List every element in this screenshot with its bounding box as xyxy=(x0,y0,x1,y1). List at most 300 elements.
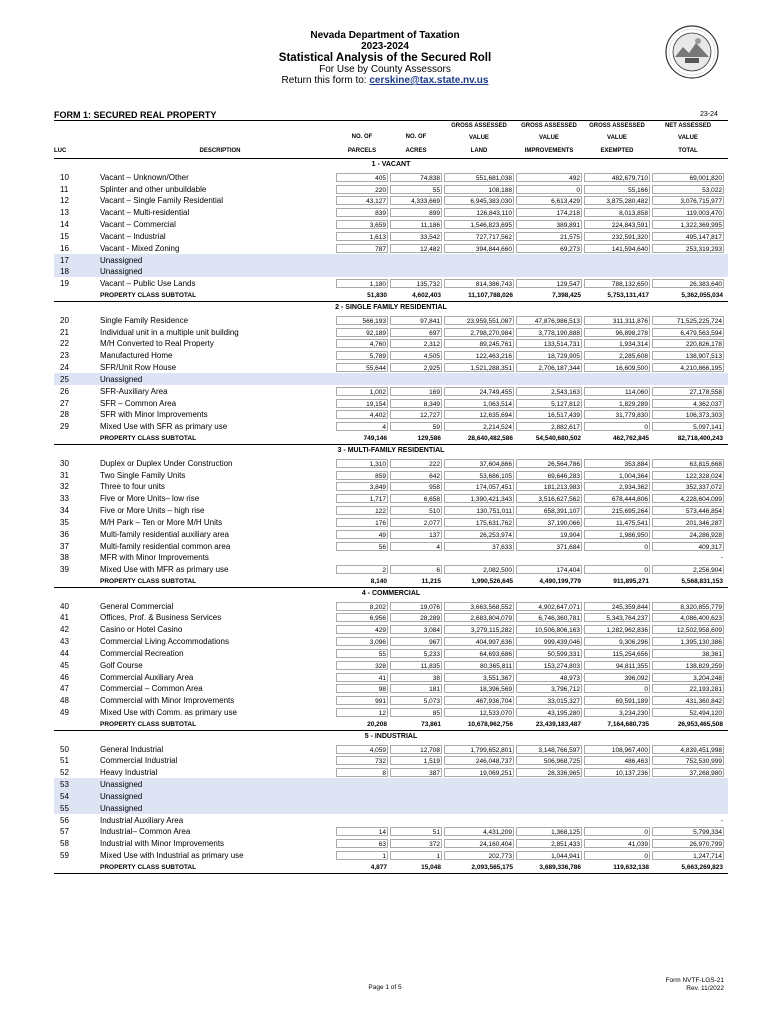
land-value-cell[interactable]: 89,245,761 xyxy=(444,339,514,348)
net-total-cell[interactable]: 253,319,293 xyxy=(652,244,724,253)
parcels-cell[interactable]: 8 xyxy=(336,768,388,777)
luc-code: 46 xyxy=(60,672,69,682)
exempted-value-cell[interactable]: 0 xyxy=(584,565,650,574)
parcels-cell[interactable]: 55 xyxy=(336,649,388,658)
exempted-value-cell: 119,632,138 xyxy=(613,863,649,871)
net-total-cell[interactable]: 53,022 xyxy=(652,185,724,194)
parcels-cell[interactable]: 859 xyxy=(336,471,388,480)
parcels-cell[interactable]: 2 xyxy=(336,565,388,574)
net-total-cell[interactable]: 1,395,130,386 xyxy=(652,637,724,646)
improvements-value-cell[interactable]: 371,684 xyxy=(516,542,582,551)
net-total-cell[interactable]: 409,317 xyxy=(652,542,724,551)
exempted-value-cell[interactable]: 1,282,962,836 xyxy=(584,625,650,634)
luc-code: 24 xyxy=(60,363,69,373)
luc-code: 34 xyxy=(60,506,69,516)
land-value-cell[interactable]: 122,463,216 xyxy=(444,351,514,360)
improvements-value-cell[interactable]: 3,796,712 xyxy=(516,684,582,693)
exempted-value-cell[interactable]: 96,898,278 xyxy=(584,328,650,337)
exempted-value-cell[interactable]: 108,967,400 xyxy=(584,745,650,754)
subtotal-row xyxy=(54,861,728,874)
net-total-cell[interactable]: 38,361 xyxy=(652,649,724,658)
acres-cell[interactable]: 1,519 xyxy=(390,756,442,765)
parcels-cell[interactable]: 1 xyxy=(336,851,388,860)
net-total-cell: 5,362,055,034 xyxy=(681,292,723,300)
acres-cell[interactable]: 12,727 xyxy=(390,410,442,419)
improvements-value-cell[interactable]: 492 xyxy=(516,173,582,182)
improvements-value-cell[interactable]: 174,404 xyxy=(516,565,582,574)
exempted-value-cell[interactable]: 115,254,656 xyxy=(584,649,650,658)
land-value-cell[interactable]: 23,959,551,087 xyxy=(444,316,514,325)
land-value-cell[interactable]: 174,057,451 xyxy=(444,482,514,491)
acres-cell[interactable]: 33,542 xyxy=(390,232,442,241)
email-link[interactable]: cerskine@tax.state.nv.us xyxy=(369,75,489,86)
parcels-cell[interactable]: 328 xyxy=(336,661,388,670)
land-value-cell[interactable]: 246,048,737 xyxy=(444,756,514,765)
net-total-cell[interactable]: 573,446,854 xyxy=(652,506,724,515)
acres-cell[interactable]: 4 xyxy=(390,542,442,551)
acres-cell[interactable]: 899 xyxy=(390,208,442,217)
land-value-cell[interactable]: 467,936,704 xyxy=(444,696,514,705)
description-cell: Vacant – Single Family Residential xyxy=(100,196,224,206)
parcels-cell[interactable]: 176 xyxy=(336,518,388,527)
acres-cell[interactable]: 1 xyxy=(390,851,442,860)
improvements-value-cell[interactable]: 4,902,647,071 xyxy=(516,602,582,611)
section-label: 4 - COMMERCIAL xyxy=(361,589,421,597)
subtotal-label: PROPERTY CLASS SUBTOTAL xyxy=(100,863,197,871)
improvements-value-cell[interactable]: 999,439,046 xyxy=(516,637,582,646)
land-value-cell[interactable]: 727,717,562 xyxy=(444,232,514,241)
table-row xyxy=(54,743,728,755)
net-total-cell[interactable]: 3,076,715,977 xyxy=(652,196,724,205)
improvements-value-cell[interactable]: 50,599,331 xyxy=(516,649,582,658)
improvements-value-cell[interactable]: 2,706,187,344 xyxy=(516,363,582,372)
exempted-value-cell[interactable]: 10,137,236 xyxy=(584,768,650,777)
land-value-cell[interactable]: 2,214,524 xyxy=(444,422,514,431)
parcels-cell: 4,877 xyxy=(370,863,387,871)
parcels-cell[interactable]: 3,849 xyxy=(336,482,388,491)
net-total-cell[interactable]: 3,204,248 xyxy=(652,673,724,682)
improvements-value-cell[interactable]: 21,575 xyxy=(516,232,582,241)
improvements-value-cell[interactable]: 19,904 xyxy=(516,530,582,539)
land-value-cell: 10,678,962,756 xyxy=(467,720,513,728)
improvements-value-cell[interactable]: 2,543,163 xyxy=(516,387,582,396)
improvements-value-cell[interactable]: 5,127,812 xyxy=(516,399,582,408)
description-cell: Commercial Recreation xyxy=(100,648,184,658)
net-total-cell[interactable]: 63,815,668 xyxy=(652,459,724,468)
parcels-cell[interactable]: 991 xyxy=(336,696,388,705)
parcels-cell[interactable]: 3,659 xyxy=(336,220,388,229)
parcels-cell[interactable]: 63 xyxy=(336,839,388,848)
improvements-value-cell[interactable]: 389,891 xyxy=(516,220,582,229)
parcels-cell[interactable]: 6,956 xyxy=(336,613,388,622)
luc-code: 55 xyxy=(60,803,69,813)
net-total-cell[interactable]: 24,286,928 xyxy=(652,530,724,539)
subtotal-label: PROPERTY CLASS SUBTOTAL xyxy=(100,720,197,728)
improvements-value-cell[interactable]: 174,218 xyxy=(516,208,582,217)
improvements-value-cell[interactable]: 658,391,107 xyxy=(516,506,582,515)
exempted-value-cell[interactable]: 141,594,640 xyxy=(584,244,650,253)
improvements-value-cell[interactable]: 48,973 xyxy=(516,673,582,682)
improvements-value-cell[interactable]: 133,514,731 xyxy=(516,339,582,348)
acres-cell[interactable]: 8,349 xyxy=(390,399,442,408)
improvements-value-cell[interactable]: 18,729,905 xyxy=(516,351,582,360)
improvements-value-cell[interactable]: 1,044,941 xyxy=(516,851,582,860)
land-value-cell[interactable]: 4,431,209 xyxy=(444,827,514,836)
exempted-value-cell[interactable]: 1,934,314 xyxy=(584,339,650,348)
exempted-value-cell[interactable]: 55,166 xyxy=(584,185,650,194)
land-value-cell[interactable]: 19,069,251 xyxy=(444,768,514,777)
net-total-cell[interactable]: 106,373,303 xyxy=(652,410,724,419)
net-total-cell[interactable]: - xyxy=(720,554,723,562)
exempted-value-cell: 462,762,845 xyxy=(612,435,649,443)
acres-cell[interactable]: 697 xyxy=(390,328,442,337)
improvements-value-cell[interactable]: 43,195,280 xyxy=(516,708,582,717)
land-value-cell[interactable]: 24,749,455 xyxy=(444,387,514,396)
exempted-value-cell[interactable]: 5,343,764,237 xyxy=(584,613,650,622)
acres-cell[interactable]: 3,084 xyxy=(390,625,442,634)
improvements-value-cell[interactable]: 129,547 xyxy=(516,279,582,288)
improvements-value-cell[interactable]: 10,506,806,163 xyxy=(516,625,582,634)
parcels-cell[interactable]: 429 xyxy=(336,625,388,634)
net-total-cell[interactable]: 1,247,714 xyxy=(652,851,724,860)
acres-cell[interactable]: 6 xyxy=(390,565,442,574)
net-total-cell[interactable]: 1,322,369,995 xyxy=(652,220,724,229)
description-cell: Vacant – Multi-residential xyxy=(100,208,190,218)
parcels-cell[interactable]: 1,180 xyxy=(336,279,388,288)
net-total-cell[interactable]: 431,360,842 xyxy=(652,696,724,705)
acres-cell[interactable]: 4,333,669 xyxy=(390,196,442,205)
improvements-value-cell[interactable]: 37,190,066 xyxy=(516,518,582,527)
parcels-cell[interactable]: 1,310 xyxy=(336,459,388,468)
land-value-cell[interactable]: 3,279,115,282 xyxy=(444,625,514,634)
acres-cell[interactable]: 11,835 xyxy=(390,661,442,670)
exempted-value-cell[interactable]: 0 xyxy=(584,684,650,693)
net-total-cell[interactable]: 352,337,072 xyxy=(652,482,724,491)
net-total-cell[interactable]: 8,320,855,779 xyxy=(652,602,724,611)
net-total-cell[interactable]: 12,502,958,609 xyxy=(652,625,724,634)
col-acres xyxy=(390,134,442,155)
land-value-cell[interactable]: 26,253,974 xyxy=(444,530,514,539)
acres-cell[interactable]: 28,289 xyxy=(390,613,442,622)
parcels-cell[interactable]: 56 xyxy=(336,542,388,551)
exempted-value-cell[interactable]: 16,609,500 xyxy=(584,363,650,372)
exempted-value-cell[interactable]: 1,829,289 xyxy=(584,399,650,408)
parcels-cell[interactable]: 14 xyxy=(336,827,388,836)
improvements-value-cell[interactable]: 2,851,433 xyxy=(516,839,582,848)
land-value-cell[interactable]: 2,082,500 xyxy=(444,565,514,574)
improvements-value-cell[interactable]: 28,336,965 xyxy=(516,768,582,777)
land-value-cell[interactable]: 12,635,694 xyxy=(444,410,514,419)
acres-cell[interactable]: 642 xyxy=(390,471,442,480)
net-total-cell[interactable]: 4,086,400,623 xyxy=(652,613,724,622)
luc-code: 39 xyxy=(60,565,69,575)
exempted-value-cell[interactable]: 3,234,230 xyxy=(584,708,650,717)
land-value-cell[interactable]: 37,604,866 xyxy=(444,459,514,468)
land-value-cell[interactable]: 1,546,823,695 xyxy=(444,220,514,229)
land-value-cell[interactable]: 18,396,569 xyxy=(444,684,514,693)
improvements-value-cell[interactable]: 3,148,766,597 xyxy=(516,745,582,754)
exempted-value-cell[interactable]: 69,591,189 xyxy=(584,696,650,705)
parcels-cell[interactable]: 1,613 xyxy=(336,232,388,241)
exempted-value-cell[interactable]: 2,934,362 xyxy=(584,482,650,491)
land-value-cell[interactable]: 1,063,514 xyxy=(444,399,514,408)
net-total-cell[interactable]: 119,003,470 xyxy=(652,208,724,217)
acres-cell[interactable]: 5,073 xyxy=(390,696,442,705)
land-value-cell[interactable]: 814,386,743 xyxy=(444,279,514,288)
net-total-cell[interactable]: 4,228,604,099 xyxy=(652,494,724,503)
net-total-cell[interactable]: 122,328,024 xyxy=(652,471,724,480)
land-value-cell[interactable]: 1,799,652,801 xyxy=(444,745,514,754)
net-total-cell[interactable]: 26,383,640 xyxy=(652,279,724,288)
exempted-value-cell[interactable]: 396,092 xyxy=(584,673,650,682)
acres-cell[interactable]: 12,708 xyxy=(390,745,442,754)
acres-cell[interactable]: 59 xyxy=(390,422,442,431)
exempted-value-cell[interactable]: 8,013,858 xyxy=(584,208,650,217)
exempted-value-cell[interactable]: 9,306,296 xyxy=(584,637,650,646)
land-value-cell[interactable]: 394,844,660 xyxy=(444,244,514,253)
land-value-cell[interactable]: 24,160,404 xyxy=(444,839,514,848)
improvements-value-cell[interactable]: 1,368,125 xyxy=(516,827,582,836)
acres-cell[interactable]: 74,838 xyxy=(390,173,442,182)
improvements-value-cell[interactable]: 69,646,283 xyxy=(516,471,582,480)
parcels-cell[interactable]: 92,189 xyxy=(336,328,388,337)
land-value-cell[interactable]: 64,693,686 xyxy=(444,649,514,658)
improvements-value-cell[interactable]: 153,274,803 xyxy=(516,661,582,670)
land-value-cell[interactable]: 404,997,636 xyxy=(444,637,514,646)
land-value-cell[interactable]: 2,798,270,984 xyxy=(444,328,514,337)
net-total-cell[interactable]: 4,210,866,195 xyxy=(652,363,724,372)
land-value-cell[interactable]: 1,390,421,343 xyxy=(444,494,514,503)
exempted-value-cell[interactable]: 353,884 xyxy=(584,459,650,468)
parcels-cell[interactable]: 1,717 xyxy=(336,494,388,503)
net-total-cell[interactable]: - xyxy=(720,816,723,824)
acres-cell[interactable]: 2,925 xyxy=(390,363,442,372)
net-total-cell: 5,568,831,153 xyxy=(681,577,723,585)
net-total-cell[interactable]: 27,178,558 xyxy=(652,387,724,396)
description-cell: Vacant – Commercial xyxy=(100,220,176,230)
acres-cell[interactable]: 55 xyxy=(390,185,442,194)
col-impr-line1: GROSS ASSESSED xyxy=(521,123,577,129)
net-total-cell[interactable]: 22,193,281 xyxy=(652,684,724,693)
parcels-cell[interactable]: 8,202 xyxy=(336,602,388,611)
acres-cell[interactable]: 11,186 xyxy=(390,220,442,229)
land-value-cell[interactable]: 1,521,288,351 xyxy=(444,363,514,372)
exempted-value-cell[interactable]: 0 xyxy=(584,422,650,431)
acres-cell[interactable]: 85 xyxy=(390,708,442,717)
description-cell: General Industrial xyxy=(100,744,164,754)
net-total-cell[interactable]: 6,479,563,594 xyxy=(652,328,724,337)
exempted-value-cell[interactable]: 0 xyxy=(584,542,650,551)
col-land-line2: VALUE xyxy=(469,135,489,141)
land-value-cell[interactable]: 12,533,070 xyxy=(444,708,514,717)
improvements-value-cell[interactable]: 506,968,725 xyxy=(516,756,582,765)
land-value-cell[interactable]: 126,843,110 xyxy=(444,208,514,217)
land-value-cell[interactable]: 130,751,011 xyxy=(444,506,514,515)
net-total-cell[interactable]: 138,907,513 xyxy=(652,351,724,360)
land-value-cell[interactable]: 53,686,105 xyxy=(444,471,514,480)
exempted-value-cell[interactable]: 232,591,320 xyxy=(584,232,650,241)
year-code: 23-24 xyxy=(700,111,718,118)
exempted-value-cell[interactable]: 224,843,591 xyxy=(584,220,650,229)
improvements-value-cell[interactable]: 3,516,627,562 xyxy=(516,494,582,503)
acres-cell[interactable]: 967 xyxy=(390,637,442,646)
land-value-cell[interactable]: 2,683,804,079 xyxy=(444,613,514,622)
net-total-cell[interactable]: 201,346,287 xyxy=(652,518,724,527)
exempted-value-cell[interactable]: 1,986,950 xyxy=(584,530,650,539)
land-value-cell[interactable]: 551,681,038 xyxy=(444,173,514,182)
acres-cell[interactable]: 510 xyxy=(390,506,442,515)
acres-cell[interactable]: 51 xyxy=(390,827,442,836)
subtotal-row xyxy=(54,718,728,731)
improvements-value-cell[interactable]: 0 xyxy=(516,185,582,194)
exempted-value-cell[interactable]: 1,004,364 xyxy=(584,471,650,480)
parcels-cell[interactable]: 1,002 xyxy=(336,387,388,396)
acres-cell[interactable]: 97,841 xyxy=(390,316,442,325)
parcels-cell[interactable]: 5,789 xyxy=(336,351,388,360)
acres-cell[interactable]: 19,076 xyxy=(390,602,442,611)
description-cell: Vacant – Unknown/Other xyxy=(100,172,189,182)
parcels-cell[interactable]: 49 xyxy=(336,530,388,539)
land-value-cell[interactable]: 108,188 xyxy=(444,185,514,194)
col-parcels-line1: NO. OF xyxy=(351,134,373,140)
acres-cell[interactable]: 38 xyxy=(390,673,442,682)
parcels-cell[interactable]: 19,154 xyxy=(336,399,388,408)
acres-cell[interactable]: 5,233 xyxy=(390,649,442,658)
parcels-cell[interactable]: 122 xyxy=(336,506,388,515)
acres-cell[interactable]: 135,732 xyxy=(390,279,442,288)
land-value-cell[interactable]: 3,551,367 xyxy=(444,673,514,682)
luc-code: 41 xyxy=(60,613,69,623)
net-total-cell[interactable]: 752,530,999 xyxy=(652,756,724,765)
net-total-cell[interactable]: 4,362,037 xyxy=(652,399,724,408)
parcels-cell[interactable]: 566,193 xyxy=(336,316,388,325)
luc-code: 32 xyxy=(60,482,69,492)
exempted-value-cell[interactable]: 0 xyxy=(584,827,650,836)
land-value-cell[interactable]: 3,663,568,552 xyxy=(444,602,514,611)
exempted-value-cell[interactable]: 2,285,608 xyxy=(584,351,650,360)
exempted-value-cell[interactable]: 482,679,710 xyxy=(584,173,650,182)
parcels-cell[interactable]: 839 xyxy=(336,208,388,217)
section-header xyxy=(54,588,728,600)
exempted-value-cell[interactable]: 11,475,541 xyxy=(584,518,650,527)
exempted-value-cell[interactable]: 486,463 xyxy=(584,756,650,765)
parcels-cell[interactable]: 787 xyxy=(336,244,388,253)
parcels-cell[interactable]: 4,760 xyxy=(336,339,388,348)
acres-cell[interactable]: 958 xyxy=(390,482,442,491)
parcels-cell[interactable]: 405 xyxy=(336,173,388,182)
description-cell: Unassigned xyxy=(100,255,143,265)
land-value-cell[interactable]: 37,633 xyxy=(444,542,514,551)
exempted-value-cell[interactable]: 41,039 xyxy=(584,839,650,848)
improvements-value-cell[interactable]: 181,213,983 xyxy=(516,482,582,491)
exempted-value-cell[interactable]: 3,875,280,482 xyxy=(584,196,650,205)
net-total-cell[interactable]: 52,494,120 xyxy=(652,708,724,717)
exempted-value-cell[interactable]: 311,311,876 xyxy=(584,316,650,325)
table-row xyxy=(54,623,728,635)
net-total-cell[interactable]: 69,001,820 xyxy=(652,173,724,182)
acres-cell[interactable]: 169 xyxy=(390,387,442,396)
parcels-cell: 51,830 xyxy=(367,292,387,300)
land-value-cell[interactable]: 80,365,811 xyxy=(444,661,514,670)
net-total-cell[interactable]: 138,829,259 xyxy=(652,661,724,670)
description-cell: Vacant – Industrial xyxy=(100,231,166,241)
parcels-cell[interactable]: 3,096 xyxy=(336,637,388,646)
parcels-cell[interactable]: 12 xyxy=(336,708,388,717)
exempted-value-cell[interactable]: 114,060 xyxy=(584,387,650,396)
acres-cell[interactable]: 222 xyxy=(390,459,442,468)
improvements-value-cell[interactable]: 47,876,986,513 xyxy=(516,316,582,325)
parcels-cell[interactable]: 98 xyxy=(336,684,388,693)
acres-cell[interactable]: 137 xyxy=(390,530,442,539)
net-total-cell[interactable]: 495,147,817 xyxy=(652,232,724,241)
parcels-cell[interactable]: 4 xyxy=(336,422,388,431)
acres-cell[interactable]: 181 xyxy=(390,684,442,693)
acres-cell[interactable]: 387 xyxy=(390,768,442,777)
net-total-cell: 5,663,269,823 xyxy=(681,863,723,871)
col-land xyxy=(444,123,514,155)
table-row xyxy=(54,778,728,790)
net-total-cell[interactable]: 220,826,178 xyxy=(652,339,724,348)
exempted-value-cell[interactable]: 31,779,830 xyxy=(584,410,650,419)
acres-cell[interactable]: 2,077 xyxy=(390,518,442,527)
land-value-cell[interactable]: 175,631,762 xyxy=(444,518,514,527)
land-value-cell[interactable]: 202,773 xyxy=(444,851,514,860)
acres-cell[interactable]: 12,482 xyxy=(390,244,442,253)
acres-cell[interactable]: 6,658 xyxy=(390,494,442,503)
net-total-cell[interactable]: 26,970,799 xyxy=(652,839,724,848)
acres-cell[interactable]: 2,312 xyxy=(390,339,442,348)
net-total-cell[interactable]: 37,268,980 xyxy=(652,768,724,777)
improvements-value-cell: 7,398,425 xyxy=(552,292,581,300)
exempted-value-cell[interactable]: 245,359,844 xyxy=(584,602,650,611)
net-total-cell[interactable]: 4,839,451,998 xyxy=(652,745,724,754)
improvements-value-cell[interactable]: 33,015,327 xyxy=(516,696,582,705)
exempted-value-cell[interactable]: 94,811,355 xyxy=(584,661,650,670)
parcels-cell[interactable]: 220 xyxy=(336,185,388,194)
parcels-cell[interactable]: 41 xyxy=(336,673,388,682)
parcels-cell[interactable]: 43,127 xyxy=(336,196,388,205)
exempted-value-cell[interactable]: 678,444,806 xyxy=(584,494,650,503)
exempted-value-cell[interactable]: 0 xyxy=(584,851,650,860)
improvements-value-cell[interactable]: 3,778,190,888 xyxy=(516,328,582,337)
net-total-cell[interactable]: 2,256,904 xyxy=(652,565,724,574)
net-total-cell[interactable]: 5,799,334 xyxy=(652,827,724,836)
exempted-value-cell[interactable]: 215,695,264 xyxy=(584,506,650,515)
parcels-cell[interactable]: 55,644 xyxy=(336,363,388,372)
improvements-value-cell[interactable]: 69,273 xyxy=(516,244,582,253)
section-header xyxy=(54,445,728,457)
parcels-cell[interactable]: 4,402 xyxy=(336,410,388,419)
improvements-value-cell[interactable]: 2,882,617 xyxy=(516,422,582,431)
parcels-cell[interactable]: 732 xyxy=(336,756,388,765)
luc-code: 57 xyxy=(60,827,69,837)
improvements-value-cell[interactable]: 6,613,429 xyxy=(516,196,582,205)
state-seal-icon xyxy=(665,25,719,79)
net-total-cell[interactable]: 5,097,141 xyxy=(652,422,724,431)
fiscal-year: 2023-2024 xyxy=(361,41,409,52)
net-total-cell[interactable]: 71,525,225,724 xyxy=(652,316,724,325)
improvements-value-cell[interactable]: 26,564,786 xyxy=(516,459,582,468)
improvements-value-cell[interactable]: 16,517,439 xyxy=(516,410,582,419)
acres-cell[interactable]: 372 xyxy=(390,839,442,848)
exempted-value-cell[interactable]: 788,132,650 xyxy=(584,279,650,288)
land-value-cell[interactable]: 6,945,383,030 xyxy=(444,196,514,205)
description-cell: SFR – Common Area xyxy=(100,398,177,408)
description-cell: Commercial with Minor Improvements xyxy=(100,696,235,706)
improvements-value-cell[interactable]: 6,746,360,781 xyxy=(516,613,582,622)
acres-cell[interactable]: 4,505 xyxy=(390,351,442,360)
parcels-cell[interactable]: 4,059 xyxy=(336,745,388,754)
